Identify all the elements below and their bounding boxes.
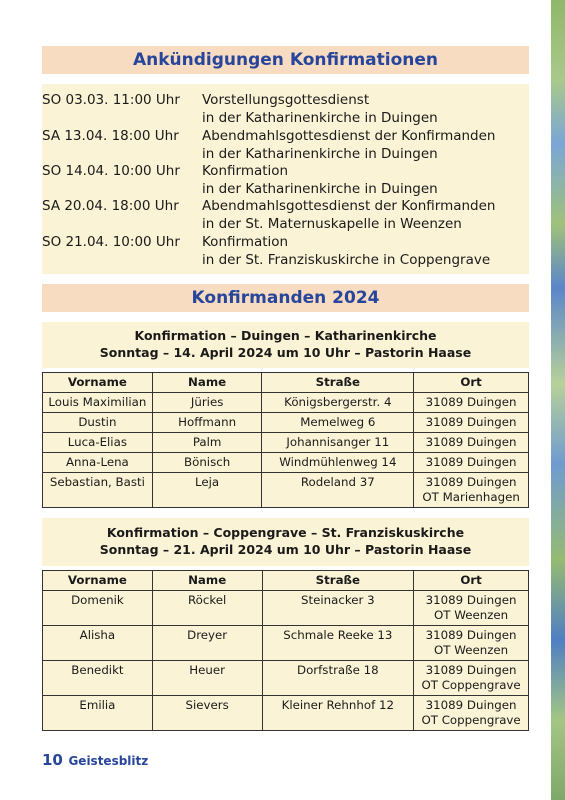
cell-name: Hoffmann [152,413,262,433]
cell-vorname: Alisha [43,626,153,661]
cell-vorname: Domenik [43,591,153,626]
table-row [43,626,529,661]
schedule-description [202,128,496,163]
cell-name: Dreyer [152,626,262,661]
schedule-line: in der Katharinenkirche in Duingen [202,145,438,162]
group-heading-coppengrave [42,518,529,566]
cell-strasse: Johannisanger 11 [262,433,414,453]
table-row [43,433,529,453]
schedule-line: in der Katharinenkirche in Duingen [202,180,438,197]
column-header: Vorname [43,373,153,393]
page-footer [42,750,148,769]
cell-name: Jüries [152,393,262,413]
flower-border-image [551,0,565,800]
table-row [43,661,529,696]
cell-strasse: Schmale Reeke 13 [262,626,414,661]
schedule-line: Konfirmation [202,234,289,250]
announcements-title: Ankündigungen Konfirmationen [42,46,529,74]
cell-strasse: Königsbergerstr. 4 [262,393,414,413]
publication-name: Geistesblitz [68,754,149,768]
cell-ort: 31089 Duingen OT Weenzen [414,591,529,626]
schedule-line: Vorstellungsgottesdienst [202,92,370,108]
group-heading-line: Konfirmation – Duingen – Katharinenkirche [134,328,437,343]
page-number: 10 [42,751,63,769]
schedule-description [202,92,438,127]
table-row [43,393,529,413]
cell-name: Bönisch [152,453,262,473]
table-header-row [43,571,529,591]
schedule-time: SA 20.04. 18:00 Uhr [42,198,179,214]
schedule-time: SA 13.04. 18:00 Uhr [42,128,179,144]
cell-strasse: Dorfstraße 18 [262,661,414,696]
cell-ort: 31089 Duingen OT Weenzen [414,626,529,661]
column-header: Straße [262,571,414,591]
schedule-line: Abendmahlsgottesdienst der Konfirmanden [202,198,496,214]
cell-vorname: Benedikt [43,661,153,696]
cell-ort: 31089 Duingen [414,453,529,473]
cell-name: Leja [152,473,262,508]
schedule-time: SO 03.03. 11:00 Uhr [42,92,180,108]
cell-name: Röckel [152,591,262,626]
table-row [43,591,529,626]
cell-vorname: Anna-Lena [43,453,153,473]
column-header: Vorname [43,571,153,591]
cell-ort: 31089 Duingen [414,413,529,433]
cell-strasse: Memelweg 6 [262,413,414,433]
group-heading-line: Konfirmation – Coppengrave – St. Franziskuskirche [106,525,465,540]
confirmands-table-duingen [42,372,529,508]
column-header: Ort [414,373,529,393]
schedule-line: in der St. Franziskuskirche in Coppengrave [202,251,491,268]
column-header: Name [152,373,262,393]
column-header: Straße [262,373,414,393]
cell-strasse: Windmühlenweg 14 [262,453,414,473]
cell-ort: 31089 Duingen OT Coppengrave [414,661,529,696]
cell-ort: 31089 Duingen OT Marienhagen [414,473,529,508]
table-row [43,413,529,433]
confirmands-table-coppengrave [42,570,529,731]
announcements-schedule [42,84,529,274]
schedule-time: SO 21.04. 10:00 Uhr [42,234,180,250]
cell-ort: 31089 Duingen [414,393,529,413]
schedule-line: in der St. Maternuskapelle in Weenzen [202,215,462,232]
group-heading-duingen [42,322,529,368]
cell-vorname: Sebastian, Basti [43,473,153,508]
table-row [43,696,529,731]
cell-name: Palm [152,433,262,453]
cell-vorname: Louis Maximilian [43,393,153,413]
cell-strasse: Kleiner Rehnhof 12 [262,696,414,731]
cell-name: Heuer [152,661,262,696]
group-heading-line: Sonntag – 14. April 2024 um 10 Uhr – Pastorin Haase [99,345,472,360]
cell-strasse: Rodeland 37 [262,473,414,508]
table-row [43,473,529,508]
cell-ort: 31089 Duingen OT Coppengrave [414,696,529,731]
schedule-description [202,234,490,269]
table-row [43,453,529,473]
schedule-time: SO 14.04. 10:00 Uhr [42,163,180,179]
cell-name: Sievers [152,696,262,731]
schedule-line: Konfirmation [202,163,289,179]
column-header: Ort [414,571,529,591]
schedule-line: in der Katharinenkirche in Duingen [202,109,438,126]
schedule-description [202,163,438,198]
cell-ort: 31089 Duingen [414,433,529,453]
schedule-line: Abendmahlsgottesdienst der Konfirmanden [202,128,496,144]
cell-strasse: Steinacker 3 [262,591,414,626]
group-heading-line: Sonntag – 21. April 2024 um 10 Uhr – Pastorin Haase [99,542,472,557]
table-header-row [43,373,529,393]
cell-vorname: Emilia [43,696,153,731]
cell-vorname: Dustin [43,413,153,433]
schedule-description [202,198,496,233]
column-header: Name [152,571,262,591]
confirmands-title: Konfirmanden 2024 [42,284,529,312]
cell-vorname: Luca-Elias [43,433,153,453]
